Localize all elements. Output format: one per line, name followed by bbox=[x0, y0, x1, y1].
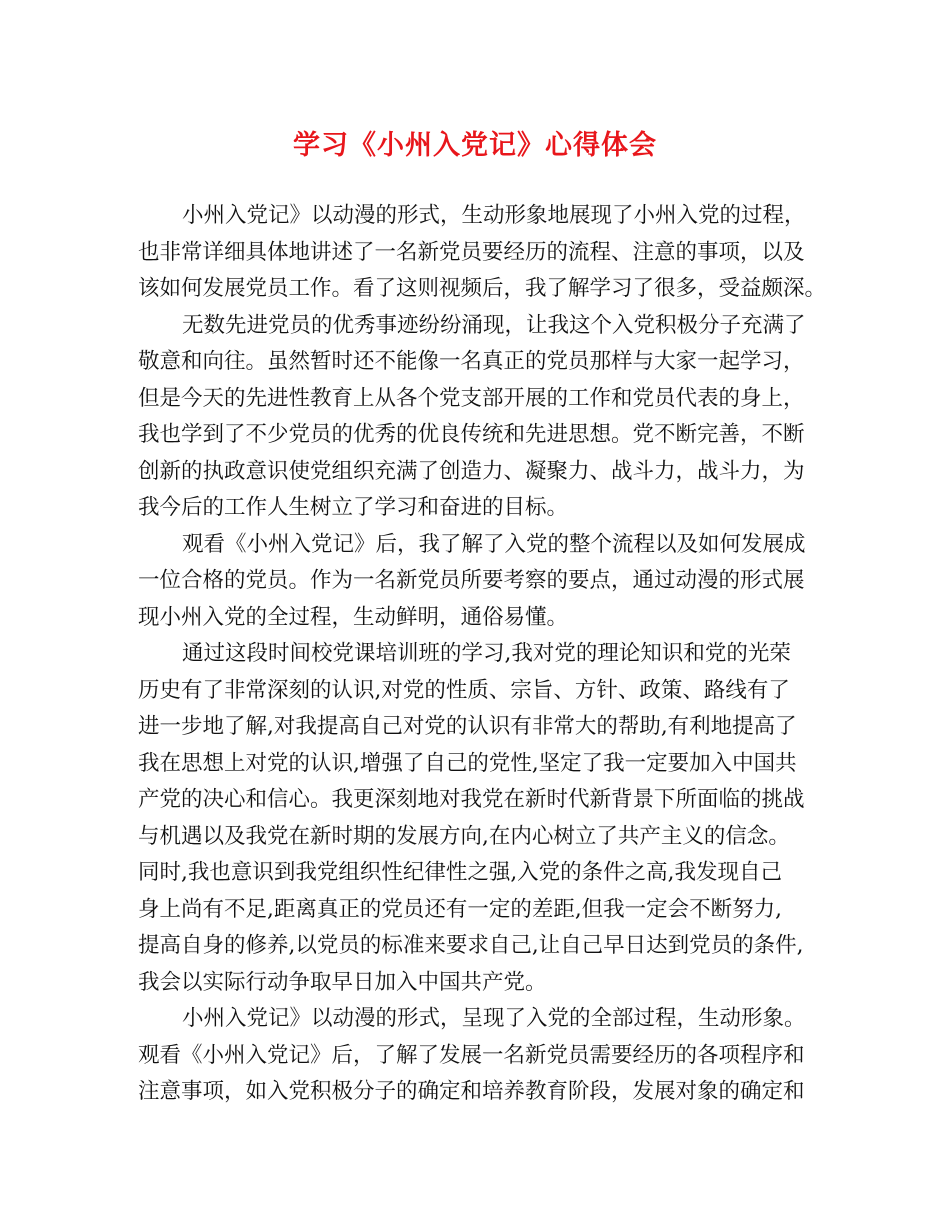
text-line: 注意事项，如入党积极分子的确定和培养教育阶段，发展对象的确定和 bbox=[138, 1079, 805, 1104]
text-line: 也非常详细具体地讲述了一名新党员要经历的流程、注意的事项，以及 bbox=[138, 239, 805, 265]
text-line: 该如何发展党员工作。看了这则视频后，我了解学习了很多，受益颇深。 bbox=[138, 276, 827, 301]
document-title: 学习《小州入党记》心得体会 bbox=[293, 130, 657, 161]
document-body bbox=[138, 198, 827, 1111]
text-line: 现小州入党的全过程，生动鲜明，通俗易懂。 bbox=[138, 604, 569, 630]
paragraph-first-line: 无数先进党员的优秀事迹纷纷涌现，让我这个入党积极分子充满了 bbox=[182, 312, 806, 338]
text-line: 同时,我也意识到我党组织性纪律性之强,入党的条件之高,我发现自己 bbox=[138, 860, 783, 885]
text-line: 创新的执政意识使党组织充满了创造力、凝聚力、战斗力，战斗力，为 bbox=[138, 458, 805, 484]
paragraph-first-line: 小州入党记》以动漫的形式，呈现了入党的全部过程，生动形象。 bbox=[182, 1006, 806, 1031]
text-line: 提高自身的修养,以党员的标准来要求自己,让自己早日达到党员的条件, bbox=[138, 933, 804, 958]
text-line: 我在思想上对党的认识,增强了自己的党性,坚定了我一定要加入中国共 bbox=[138, 750, 797, 776]
text-line: 敬意和向往。虽然暂时还不能像一名真正的党员那样与大家一起学习， bbox=[138, 349, 805, 374]
text-line: 产党的决心和信心。我更深刻地对我党在新时代新背景下所面临的挑战 bbox=[138, 787, 805, 812]
text-line: 但是今天的先进性教育上从各个党支部开展的工作和党员代表的身上， bbox=[138, 385, 805, 411]
text-line: 我会以实际行动争取早日加入中国共产党。 bbox=[138, 969, 547, 995]
text-line: 身上尚有不足,距离真正的党员还有一定的差距,但我一定会不断努力, bbox=[138, 896, 783, 922]
text-line: 一位合格的党员。作为一名新党员所要考察的要点，通过动漫的形式展 bbox=[138, 568, 805, 593]
text-line: 与机遇以及我党在新时期的发展方向,在内心树立了共产主义的信念。 bbox=[138, 823, 790, 849]
text-line: 进一步地了解,对我提高自己对党的认识有非常大的帮助,有利地提高了 bbox=[138, 714, 797, 739]
text-line: 我今后的工作人生树立了学习和奋进的目标。 bbox=[138, 495, 569, 520]
text-line: 我也学到了不少党员的优秀的优良传统和先进思想。党不断完善，不断 bbox=[138, 422, 805, 447]
text-line: 观看《小州入党记》后，了解了发展一名新党员需要经历的各项程序和 bbox=[138, 1042, 805, 1068]
paragraph-first-line: 观看《小州入党记》后，我了解了入党的整个流程以及如何发展成 bbox=[182, 531, 806, 557]
paragraph-first-line: 通过这段时间校党课培训班的学习,我对党的理论知识和党的光荣 bbox=[182, 641, 791, 666]
text-line: 历史有了非常深刻的认识,对党的性质、宗旨、方针、政策、路线有了 bbox=[138, 677, 790, 703]
paragraph-first-line: 小州入党记》以动漫的形式，生动形象地展现了小州入党的过程， bbox=[182, 203, 806, 228]
